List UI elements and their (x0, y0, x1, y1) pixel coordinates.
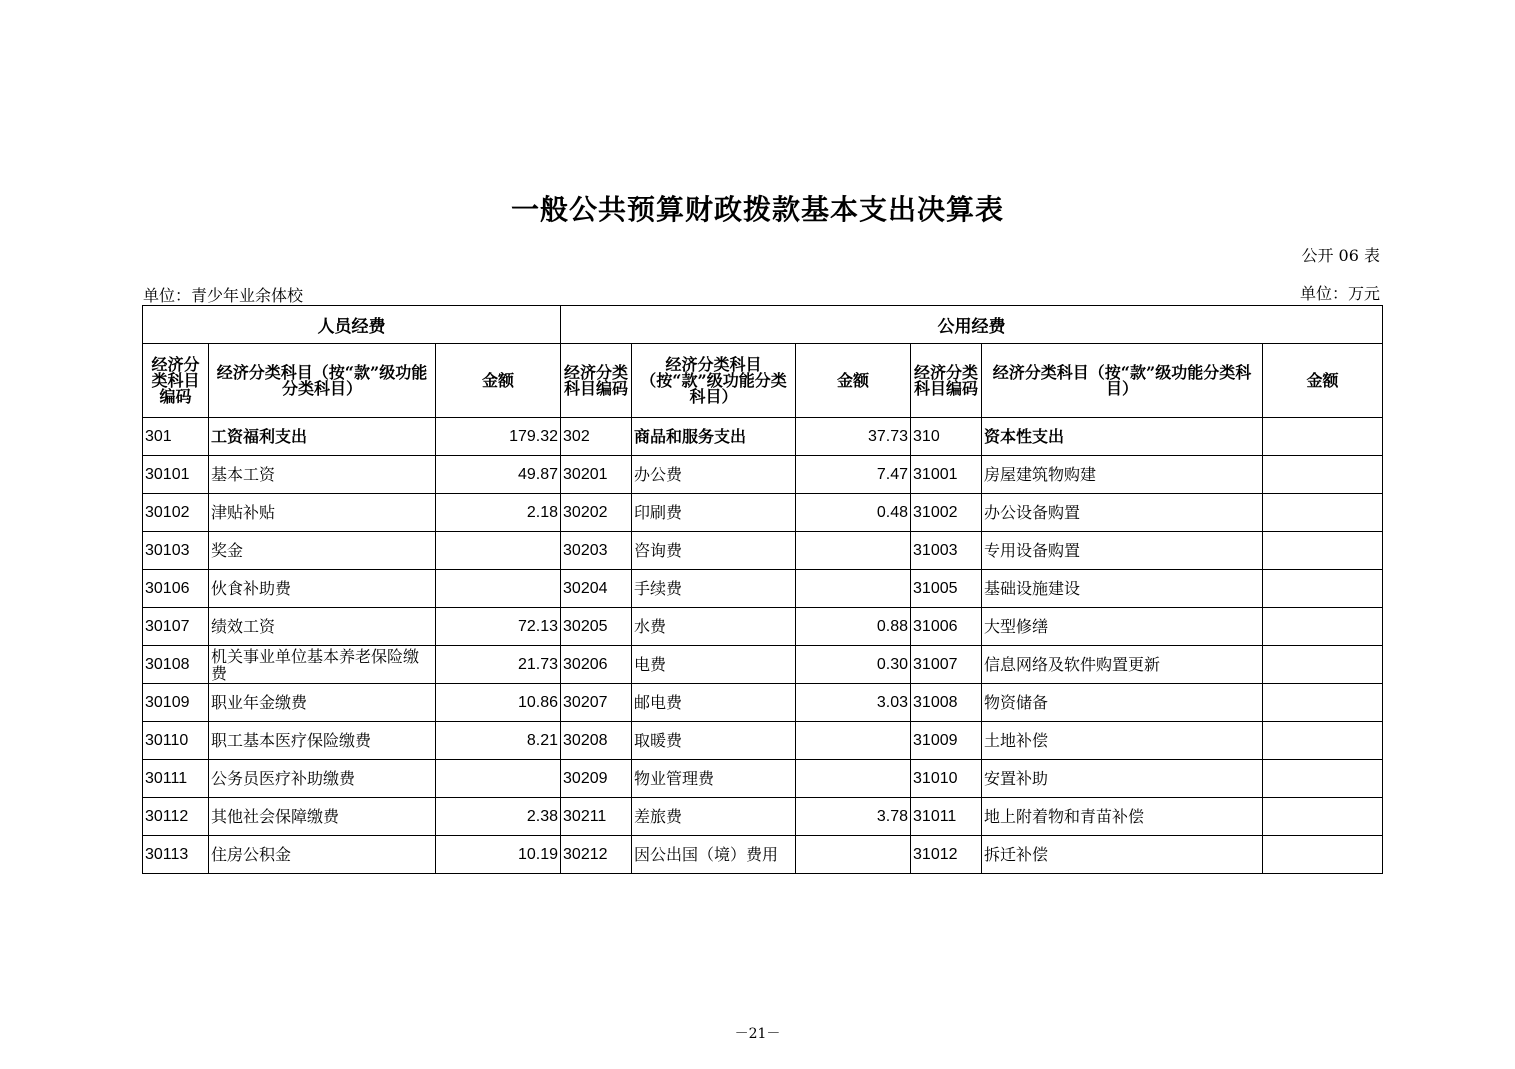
amount-personnel: 2.18 (436, 494, 561, 532)
name-goods: 咨询费 (632, 532, 796, 570)
amount-personnel: 49.87 (436, 456, 561, 494)
amount-capital (1263, 532, 1383, 570)
code-personnel: 30113 (143, 836, 209, 874)
name-capital: 专用设备购置 (982, 532, 1263, 570)
code-personnel: 30106 (143, 570, 209, 608)
code-goods: 30201 (561, 456, 632, 494)
amount-capital (1263, 418, 1383, 456)
code-goods: 30209 (561, 760, 632, 798)
page-title: 一般公共预算财政拨款基本支出决算表 (510, 193, 1004, 226)
name-capital: 基础设施建设 (982, 570, 1263, 608)
name-personnel: 公务员医疗补助缴费 (209, 760, 436, 798)
name-personnel: 职工基本医疗保险缴费 (209, 722, 436, 760)
amount-goods (796, 760, 911, 798)
name-capital: 房屋建筑物购建 (982, 456, 1263, 494)
code-personnel: 30109 (143, 684, 209, 722)
name-capital: 物资储备 (982, 684, 1263, 722)
name-goods: 商品和服务支出 (632, 418, 796, 456)
name-personnel: 奖金 (209, 532, 436, 570)
name-capital: 办公设备购置 (982, 494, 1263, 532)
amount-goods (796, 570, 911, 608)
amount-capital (1263, 608, 1383, 646)
code-personnel: 30101 (143, 456, 209, 494)
code-goods: 30206 (561, 646, 632, 684)
table-row (143, 722, 1383, 760)
code-personnel: 301 (143, 418, 209, 456)
amount-personnel (436, 532, 561, 570)
code-capital: 31003 (911, 532, 982, 570)
table-row (143, 646, 1383, 684)
name-goods: 物业管理费 (632, 760, 796, 798)
amount-capital (1263, 836, 1383, 874)
group-personnel: 人员经费 (143, 306, 561, 344)
code-capital: 31008 (911, 684, 982, 722)
code-personnel: 30111 (143, 760, 209, 798)
amount-personnel: 8.21 (436, 722, 561, 760)
header-name-capital: 经济分类科目（按“款”级功能分类科目） (982, 344, 1263, 418)
name-goods: 水费 (632, 608, 796, 646)
amount-goods: 37.73 (796, 418, 911, 456)
table-row (143, 570, 1383, 608)
name-goods: 差旅费 (632, 798, 796, 836)
code-goods: 30208 (561, 722, 632, 760)
amount-goods: 3.03 (796, 684, 911, 722)
amount-capital (1263, 494, 1383, 532)
name-goods: 因公出国（境）费用 (632, 836, 796, 874)
name-capital: 安置补助 (982, 760, 1263, 798)
amount-goods (796, 836, 911, 874)
header-amount-goods: 金额 (796, 344, 911, 418)
column-header-row (143, 344, 1383, 418)
name-goods: 手续费 (632, 570, 796, 608)
name-personnel: 伙食补助费 (209, 570, 436, 608)
name-capital: 资本性支出 (982, 418, 1263, 456)
code-capital: 31001 (911, 456, 982, 494)
header-name-goods: 经济分类科目（按“款”级功能分类科目） (632, 344, 796, 418)
name-personnel: 其他社会保障缴费 (209, 798, 436, 836)
amount-capital (1263, 456, 1383, 494)
code-personnel: 30112 (143, 798, 209, 836)
amount-personnel: 2.38 (436, 798, 561, 836)
code-capital: 310 (911, 418, 982, 456)
name-goods: 取暖费 (632, 722, 796, 760)
header-name-personnel: 经济分类科目（按“款”级功能分类科目） (209, 344, 436, 418)
amount-personnel: 10.19 (436, 836, 561, 874)
code-capital: 31011 (911, 798, 982, 836)
table-row (143, 760, 1383, 798)
name-personnel: 基本工资 (209, 456, 436, 494)
name-capital: 大型修缮 (982, 608, 1263, 646)
name-personnel: 职业年金缴费 (209, 684, 436, 722)
amount-capital (1263, 684, 1383, 722)
amount-capital (1263, 570, 1383, 608)
amount-personnel: 21.73 (436, 646, 561, 684)
amount-goods (796, 722, 911, 760)
name-goods: 印刷费 (632, 494, 796, 532)
name-capital: 地上附着物和青苗补偿 (982, 798, 1263, 836)
code-personnel: 30108 (143, 646, 209, 684)
name-capital: 拆迁补偿 (982, 836, 1263, 874)
code-capital: 31007 (911, 646, 982, 684)
header-amount-personnel: 金额 (436, 344, 561, 418)
group-header-row (143, 306, 1383, 344)
amount-goods: 0.48 (796, 494, 911, 532)
amount-personnel: 179.32 (436, 418, 561, 456)
unit-organization: 单位：青少年业余体校 (143, 286, 304, 305)
name-goods: 电费 (632, 646, 796, 684)
code-personnel: 30110 (143, 722, 209, 760)
name-personnel: 津贴补贴 (209, 494, 436, 532)
code-goods: 30202 (561, 494, 632, 532)
name-capital: 信息网络及软件购置更新 (982, 646, 1263, 684)
code-capital: 31012 (911, 836, 982, 874)
table-row (143, 456, 1383, 494)
code-capital: 31009 (911, 722, 982, 760)
code-capital: 31010 (911, 760, 982, 798)
table-row (143, 608, 1383, 646)
amount-capital (1263, 760, 1383, 798)
name-goods: 办公费 (632, 456, 796, 494)
name-goods: 邮电费 (632, 684, 796, 722)
expenditure-table (142, 305, 1383, 874)
name-capital: 土地补偿 (982, 722, 1263, 760)
code-capital: 31006 (911, 608, 982, 646)
table-row (143, 494, 1383, 532)
code-goods: 30204 (561, 570, 632, 608)
table-row (143, 836, 1383, 874)
code-personnel: 30103 (143, 532, 209, 570)
amount-personnel: 72.13 (436, 608, 561, 646)
name-personnel: 工资福利支出 (209, 418, 436, 456)
code-goods: 302 (561, 418, 632, 456)
code-personnel: 30107 (143, 608, 209, 646)
table-row (143, 798, 1383, 836)
group-public: 公用经费 (561, 306, 1383, 344)
name-personnel: 机关事业单位基本养老保险缴费 (209, 646, 436, 684)
amount-capital (1263, 646, 1383, 684)
header-amount-capital: 金额 (1263, 344, 1383, 418)
code-goods: 30203 (561, 532, 632, 570)
name-personnel: 绩效工资 (209, 608, 436, 646)
unit-currency: 单位：万元 (1299, 284, 1380, 303)
page-number: －21－ (734, 1026, 781, 1042)
amount-capital (1263, 722, 1383, 760)
amount-personnel: 10.86 (436, 684, 561, 722)
header-code-goods: 经济分类科目编码 (561, 344, 632, 418)
code-capital: 31002 (911, 494, 982, 532)
table-row (143, 418, 1383, 456)
amount-goods: 3.78 (796, 798, 911, 836)
header-code-personnel: 经济分类科目编码 (143, 344, 209, 418)
form-number: 公开 06 表 (1301, 246, 1380, 265)
amount-goods: 7.47 (796, 456, 911, 494)
code-goods: 30207 (561, 684, 632, 722)
code-goods: 30211 (561, 798, 632, 836)
amount-goods: 0.88 (796, 608, 911, 646)
header-code-capital: 经济分类科目编码 (911, 344, 982, 418)
code-goods: 30205 (561, 608, 632, 646)
amount-personnel (436, 570, 561, 608)
amount-goods: 0.30 (796, 646, 911, 684)
table-row (143, 532, 1383, 570)
amount-personnel (436, 760, 561, 798)
code-capital: 31005 (911, 570, 982, 608)
code-personnel: 30102 (143, 494, 209, 532)
table-row (143, 684, 1383, 722)
amount-capital (1263, 798, 1383, 836)
amount-goods (796, 532, 911, 570)
code-goods: 30212 (561, 836, 632, 874)
name-personnel: 住房公积金 (209, 836, 436, 874)
